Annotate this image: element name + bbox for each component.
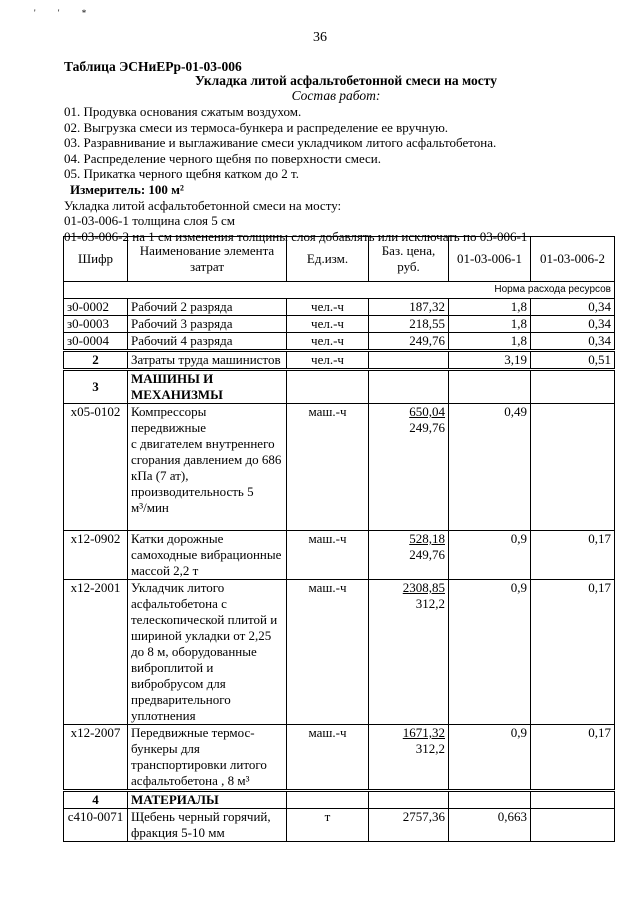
- work-description: [64, 104, 527, 244]
- header-norm-2: 01-03-006-2: [531, 237, 615, 282]
- cell-code: з0-0003: [64, 316, 128, 333]
- cell-norm-1: 0,49: [449, 404, 531, 531]
- work-item: 03. Разравнивание и выглаживание смеси укладчиком литого асфальтобетона.: [64, 135, 497, 151]
- cell-name: Рабочий 3 разряда: [128, 316, 287, 333]
- material-row: [64, 809, 615, 842]
- cell-unit: чел.-ч: [287, 316, 369, 333]
- work-item: 05. Прикатка черного щебня катком до 2 т.: [64, 166, 300, 182]
- description-line: 01-03-006-2 на 1 см изменения толщины слоя добавлять или исключать по 03-006-1: [64, 228, 528, 244]
- table-row: [64, 316, 615, 333]
- cell-code: х05-0102: [64, 404, 128, 531]
- cell-norm-2: 0,34: [531, 299, 615, 316]
- cell-norm-2: 0,17: [531, 580, 615, 725]
- cell-norm-2: [531, 809, 615, 842]
- section-code: 3: [64, 370, 128, 404]
- norma-row: [64, 282, 615, 299]
- cell-norm-1: 1,8: [449, 299, 531, 316]
- cell-price: 2757,36: [369, 809, 449, 842]
- work-item: 01. Продувка основания сжатым воздухом.: [64, 104, 302, 119]
- cell-norm-2: 0,17: [531, 725, 615, 791]
- cell-unit: т: [287, 809, 369, 842]
- table-header-row: [64, 237, 615, 282]
- machine-row: [64, 725, 615, 791]
- cell-unit: чел.-ч: [287, 299, 369, 316]
- table-subtitle: Укладка литой асфальтобетонной смеси на мосту: [195, 73, 497, 88]
- section-machines-row: [64, 370, 615, 404]
- cell-code: з0-0002: [64, 299, 128, 316]
- work-item: 02. Выгрузка смеси из термоса-бункера и распределение ее вручную.: [64, 119, 449, 135]
- cell-name: Рабочий 2 разряда: [128, 299, 287, 316]
- cell-price: 187,32: [369, 299, 449, 316]
- cell-unit: чел.-ч: [287, 351, 369, 370]
- cell-norm-2: 0,34: [531, 333, 615, 351]
- table-row: [64, 299, 615, 316]
- cell-price: [369, 351, 449, 370]
- cell-name: Передвижные термос- бункеры для транспортировки литого асфальтобетона , 8 м³: [128, 725, 287, 791]
- cell-code: с410-0071: [64, 809, 128, 842]
- cell-code: х12-2001: [64, 580, 128, 725]
- cell-price: 218,55: [369, 316, 449, 333]
- header-code: Шифр: [64, 237, 128, 282]
- cell-norm-2: 0,17: [531, 531, 615, 580]
- table-label: Таблица ЭСНиЕРр-01-03-006: [64, 59, 242, 74]
- section-title: МАТЕРИАЛЫ: [128, 791, 287, 809]
- cell-price: 650,04 249,76: [369, 404, 449, 531]
- resource-table: [63, 236, 615, 842]
- work-item: 04. Распределение черного щебня по поверхности смеси.: [64, 150, 382, 166]
- machinists-row: [64, 351, 615, 370]
- page-number: 36: [313, 30, 327, 45]
- machine-row: [64, 404, 615, 531]
- cell-norm-2: 0,34: [531, 316, 615, 333]
- cell-unit: маш.-ч: [287, 725, 369, 791]
- section-materials-row: [64, 791, 615, 809]
- section-title-line: МАШИНЫ И: [131, 371, 214, 386]
- cell-norm-2: [531, 404, 615, 531]
- description-line: 01-03-006-1 толщина слоя 5 см: [64, 213, 235, 229]
- cell-name: Затраты труда машинистов: [128, 351, 287, 370]
- cell-name: Катки дорожные самоходные вибрационные массой 2,2 т: [128, 531, 287, 580]
- machine-row: [64, 580, 615, 725]
- norma-label: Норма расхода ресурсов: [64, 282, 615, 299]
- scan-marks: ' ' *: [34, 8, 97, 18]
- cell-price: 528,18 249,76: [369, 531, 449, 580]
- cell-unit: маш.-ч: [287, 580, 369, 725]
- cell-norm-1: 0,9: [449, 725, 531, 791]
- cell-name: Щебень черный горячий, фракция 5-10 мм: [128, 809, 287, 842]
- cell-norm-1: 0,9: [449, 580, 531, 725]
- cell-code: з0-0004: [64, 333, 128, 351]
- measure-unit: Измеритель: 100 м²: [70, 181, 184, 197]
- cell-unit: чел.-ч: [287, 333, 369, 351]
- cell-code: 2: [64, 351, 128, 370]
- section-title: [128, 370, 287, 404]
- cell-price: 1671,32 312,2: [369, 725, 449, 791]
- cell-code: х12-2007: [64, 725, 128, 791]
- header-unit: Ед.изм.: [287, 237, 369, 282]
- cell-norm-1: 0,663: [449, 809, 531, 842]
- header-price: Баз. цена, руб.: [369, 237, 449, 282]
- cell-norm-1: 3,19: [449, 351, 531, 370]
- header-name: Наименование элемента затрат: [128, 237, 287, 282]
- machine-row: [64, 531, 615, 580]
- cell-name: Компрессоры передвижные с двигателем внутреннего сгорания давлением до 686 кПа (7 ат), производительность 5 м³/мин: [128, 404, 287, 531]
- cell-unit: маш.-ч: [287, 531, 369, 580]
- cell-unit: маш.-ч: [287, 404, 369, 531]
- cell-norm-1: 1,8: [449, 333, 531, 351]
- section-code: 4: [64, 791, 128, 809]
- cell-code: х12-0902: [64, 531, 128, 580]
- cell-price: 2308,85 312,2: [369, 580, 449, 725]
- cell-norm-1: 1,8: [449, 316, 531, 333]
- section-title-line: МЕХАНИЗМЫ: [131, 387, 223, 402]
- cell-norm-1: 0,9: [449, 531, 531, 580]
- cell-norm-2: 0,51: [531, 351, 615, 370]
- description-line: Укладка литой асфальтобетонной смеси на мосту:: [64, 197, 342, 213]
- cell-price: 249,76: [369, 333, 449, 351]
- header-norm-1: 01-03-006-1: [449, 237, 531, 282]
- table-row: [64, 333, 615, 351]
- composition-title: Состав работ:: [291, 88, 381, 103]
- cell-name: Укладчик литого асфальтобетона с телескопической плитой и шириной укладки от 2,25 до 8 м, оборудованные виброплитой и вибробрусом для предварительного уплотнения: [128, 580, 287, 725]
- cell-name: Рабочий 4 разряда: [128, 333, 287, 351]
